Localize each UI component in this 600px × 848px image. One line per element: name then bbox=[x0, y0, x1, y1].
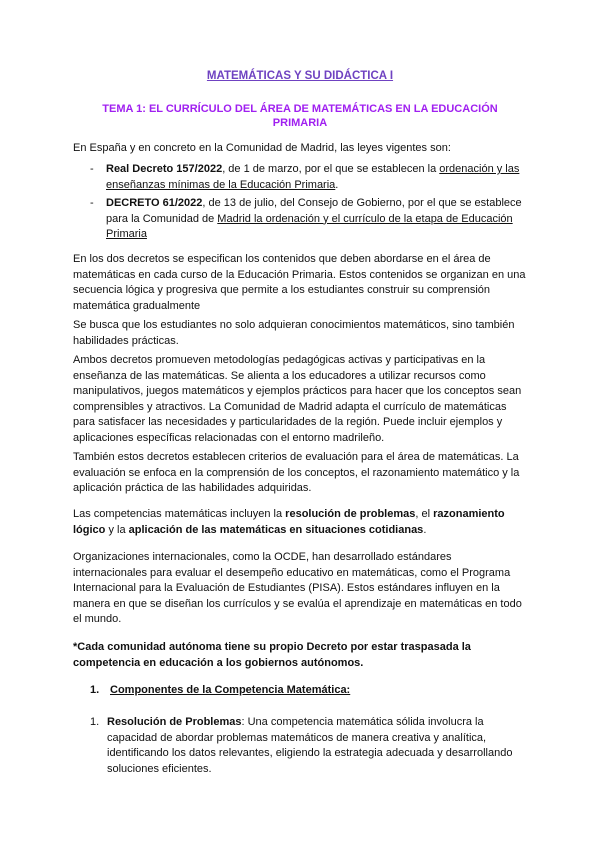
item-number: 1. bbox=[90, 716, 100, 728]
note-paragraph: *Cada comunidad autónoma tiene su propio Decreto por estar traspasada la competencia en educación a los gobiernos autónomos. bbox=[73, 641, 471, 669]
paragraph-contenidos: En los dos decretos se especifican los contenidos que deben abordarse en el área de matemáticas en cada curso de la Educación Primaria. Estos contenidos se organizan en una secuencia lógica y progresiva que permite a los estudiantes construir su comprensión matemática gradualmente bbox=[73, 253, 526, 312]
text-span: . bbox=[423, 523, 427, 536]
list-item-resolucion bbox=[90, 715, 530, 777]
laws-list bbox=[90, 162, 530, 246]
intro-paragraph: En España y en concreto en la Comunidad de Madrid, las leyes vigentes son: bbox=[73, 142, 451, 154]
document-subtitle: TEMA 1: EL CURRÍCULO DEL ÁREA DE MATEMÁTICAS EN LA EDUCACIÓN PRIMARIA bbox=[102, 103, 498, 129]
law-item-1 bbox=[90, 162, 530, 193]
item-text: : Una competencia matemática sólida involucra la capacidad de abordar problemas matemáticos de manera creativa y analítica, identificando los datos relevantes, eligiendo la estrategia adecuada y desarrollando soluciones eficientes. bbox=[107, 716, 513, 775]
text-span: y la bbox=[105, 523, 129, 536]
item-body bbox=[90, 715, 530, 777]
law-text-end: . bbox=[335, 178, 339, 191]
paragraph-ocde: Organizaciones internacionales, como la OCDE, han desarrollado estándares internacionales para evaluar el desempeño educativo en matemáticas, como el Programa Internacional para la Evaluación de Estudiantes (PISA). Estos estándares influyen en la manera en que se diseñan los currículos y se evalúa el aprendizaje en matemáticas en todo el mundo. bbox=[73, 551, 522, 625]
bold-term: resolución de problemas bbox=[285, 508, 416, 520]
document-title: MATEMÁTICAS Y SU DIDÁCTICA I bbox=[206, 70, 394, 82]
item-term: Resolución de Problemas bbox=[107, 716, 242, 728]
paragraph-competencias bbox=[73, 507, 528, 538]
law-link[interactable]: ordenación y las enseñanzas mínimas de la Educación Primaria bbox=[106, 163, 520, 191]
section-title: Componentes de la Competencia Matemática: bbox=[110, 684, 351, 696]
law-name: Real Decreto 157/2022 bbox=[106, 163, 223, 175]
paragraph-metodologias: Ambos decretos promueven metodologías pedagógicas activas y participativas en la enseñanza de las matemáticas. Se alienta a los educadores a utilizar recursos como manipulativos, juegos matemáticos y ejemplos prácticos para hacer que los conceptos sean comprensibles y atractivos. La Comunidad de Madrid adapta el currículo de matemáticas para satisfacer las necesidades y particularidades de la región. Puede incluir ejemplos y aplicaciones específicas relacionadas con el entorno madrileño. bbox=[73, 354, 522, 444]
text-span: Las competencias matemáticas incluyen la bbox=[73, 508, 286, 520]
law-text: , de 13 de julio, del Consejo de Gobierno, por el que se establece para la Comunidad de bbox=[106, 197, 522, 225]
law-link[interactable]: Madrid la ordenación y el currículo de la etapa de Educación Primaria bbox=[106, 212, 513, 240]
paragraph-evaluacion: También estos decretos establecen criterios de evaluación para el área de matemáticas. La evaluación se enfoca en la comprensión de los conceptos, el razonamiento matemático y la aplicación práctica de las habilidades adquiridas. bbox=[73, 451, 520, 494]
paragraph-habilidades: Se busca que los estudiantes no solo adquieran conocimientos matemáticos, sino también habilidades prácticas. bbox=[73, 319, 515, 347]
section-number: 1. bbox=[90, 684, 100, 696]
bold-term: aplicación de las matemáticas en situaciones cotidianas bbox=[128, 523, 424, 536]
law-name: DECRETO 61/2022 bbox=[106, 197, 203, 209]
law-text: , de 1 de marzo, por el que se establecen la bbox=[222, 163, 440, 175]
section-heading bbox=[90, 684, 350, 696]
bullet-dash: - bbox=[90, 197, 94, 209]
bold-term: razonamiento lógico bbox=[73, 508, 505, 536]
text-span: , el bbox=[415, 508, 434, 520]
bullet-dash: - bbox=[90, 163, 94, 175]
law-item-2 bbox=[90, 196, 530, 243]
